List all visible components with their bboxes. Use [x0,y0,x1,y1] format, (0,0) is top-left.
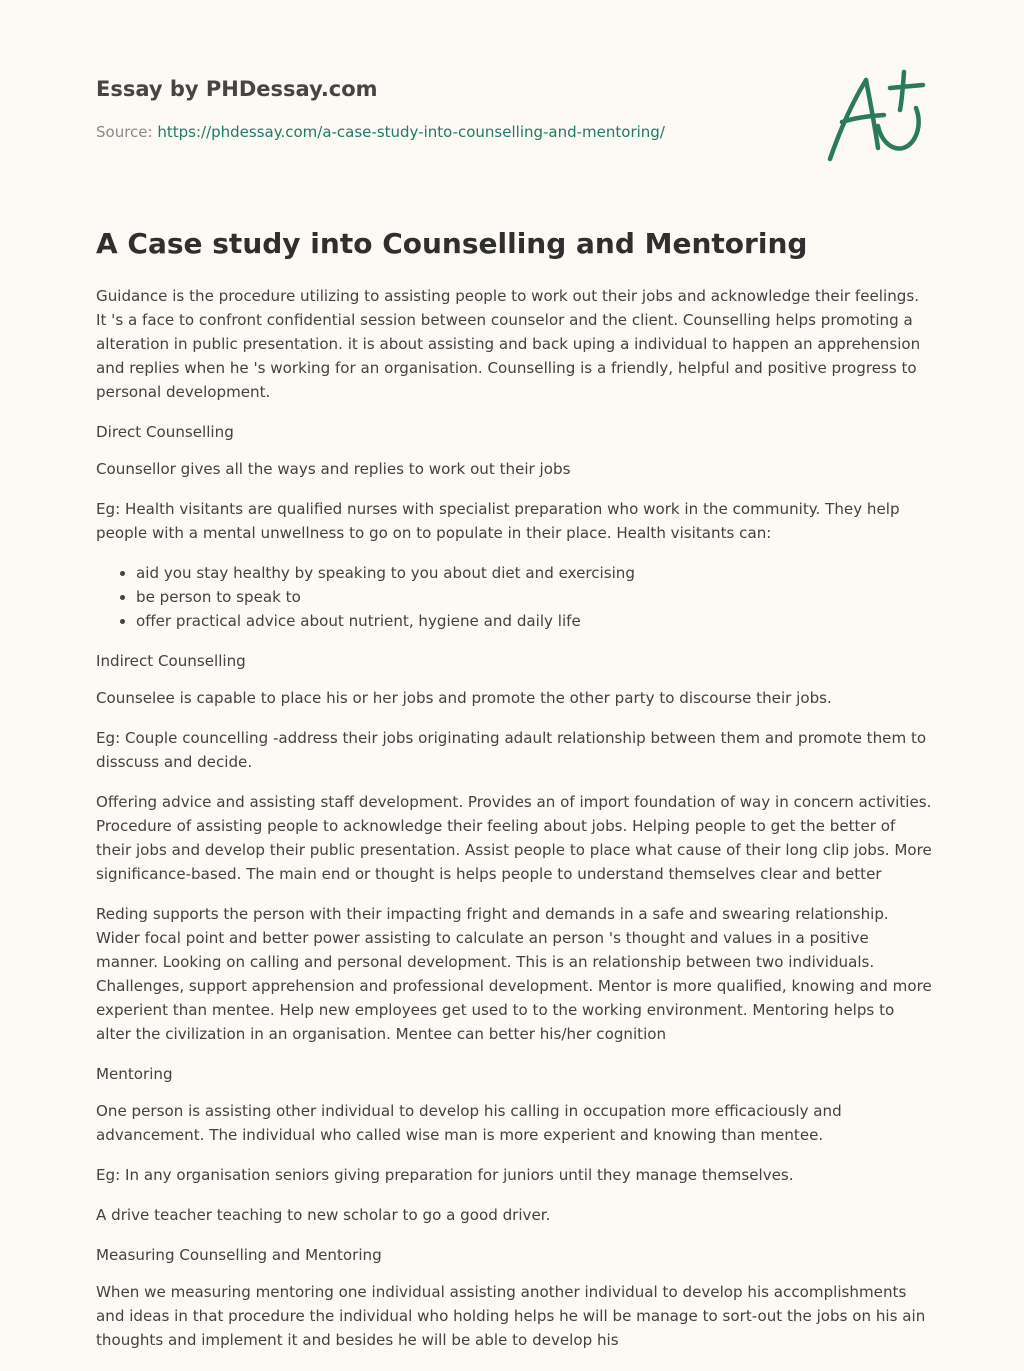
paragraph: Offering advice and assisting staff development. Provides an of import foundation of way in concern activities. Procedure of assisting people to acknowledge their feeling about jobs. Helping people to get the better of their jobs and develop their public presentation. Assist people to place what cause of their long clip jobs. More significance-based. The main end or thought is helps people to understand themselves clear and better [96,793,932,883]
list-item: • aid you stay healthy by speaking to you about diet and exercising [136,561,932,585]
paragraph: Reding supports the person with their impacting fright and demands in a safe and swearing relationship. Wider focal point and better power assisting to calculate an person 's thought and values in a positive manner. Looking on calling and personal development. This is an relationship between two individuals. Challenges, support apprehension and professional development. Mentor is more qualified, knowing and more experient than mentee. Help new employees get used to to the working environment. Mentoring helps to alter the civilization in an organisation. Mentee can better his/her cognition [96,905,932,1043]
paragraph: Counsellor gives all the ways and replies to work out their jobs [96,460,571,478]
paragraph: A drive teacher teaching to new scholar to go a good driver. [96,1206,551,1224]
section-heading-indirect: Indirect Counselling [96,652,246,670]
list-item: • offer practical advice about nutrient, hygiene and daily life [136,609,932,633]
site-header [96,74,816,142]
section-heading-measuring: Measuring Counselling and Mentoring [96,1246,382,1264]
list-item: • be person to speak to [136,585,932,609]
section-heading-mentoring: Mentoring [96,1065,173,1083]
section-heading-direct: Direct Counselling [96,423,234,441]
source-link[interactable]: https://phdessay.com/a-case-study-into-counselling-and-mentoring/ [157,123,665,141]
source-label: Source: [96,123,153,141]
article-title: A Case study into Counselling and Mentoring [96,227,808,260]
paragraph: Counselee is capable to place his or her jobs and promote the other party to discourse their jobs. [96,689,832,707]
paragraph: Eg: In any organisation seniors giving preparation for juniors until they manage themselves. [96,1166,794,1184]
paragraph: One person is assisting other individual to develop his calling in occupation more efficaciously and advancement. The individual who called wise man is more experient and knowing than mentee. [96,1102,842,1144]
paragraph: Eg: Couple councelling -address their jobs originating adault relationship between them and promote them to disscuss and decide. [96,729,927,771]
paragraph: Eg: Health visitants are qualified nurses with specialist preparation who work in the community. They help people with a mental unwellness to go on to populate in their place. Health visitants can: [96,500,900,542]
paragraph: Guidance is the procedure utilizing to assisting people to work out their jobs and acknowledge their feelings. It 's a face to confront confidential session between counselor and the client. Counselling helps promoting a alteration in public presentation. it is about assisting and back uping a individual to happen an apprehension and replies when he 's working for an organisation. Counselling is a friendly, helpful and positive progress to personal development. [96,287,921,401]
article-body [96,284,932,1368]
bullet-list [96,561,932,633]
site-brand: Essay by PHDessay.com [96,77,378,101]
source-line [96,122,816,142]
paragraph: When we measuring mentoring one individual assisting another individual to develop his accomplishments and ideas in that procedure the individual who holding helps he will be manage to sort-out the jobs on his ain thoughts and implement it and besides he will be able to develop his [96,1283,926,1349]
a-plus-logo-icon [820,66,930,166]
